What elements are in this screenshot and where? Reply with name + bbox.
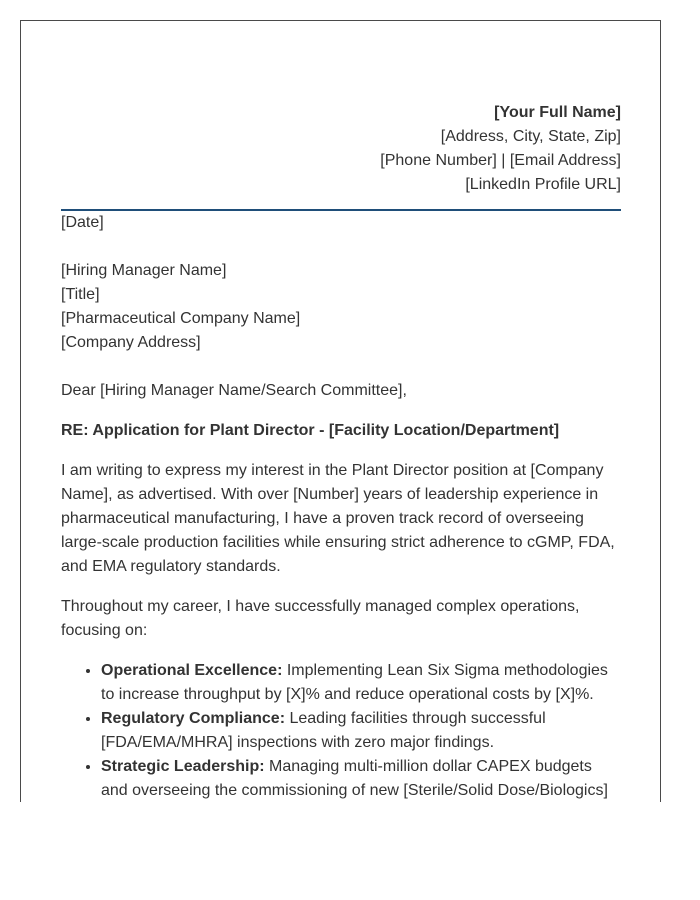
list-item <box>101 755 621 802</box>
recipient-address: [Company Address] <box>61 334 201 351</box>
recipient-title: [Title] <box>61 286 100 303</box>
subject-line: RE: Application for Plant Director - [Facility Location/Department] <box>61 422 560 439</box>
recipient-company: [Pharmaceutical Company Name] <box>61 310 301 327</box>
salutation: Dear [Hiring Manager Name/Search Committee], <box>61 382 407 399</box>
recipient-name: [Hiring Manager Name] <box>61 262 227 279</box>
career-paragraph: Throughout my career, I have successfully managed complex operations, focusing on: <box>61 598 580 639</box>
sender-contact: [Phone Number] | [Email Address] <box>380 152 621 169</box>
bullet-text: Managing multi-million dollar CAPEX budgets and overseeing the commissioning of new [Sterile/Solid Dose/Biologics] <box>101 758 608 799</box>
list-item <box>101 659 621 707</box>
letter-date: [Date] <box>61 214 104 231</box>
bullet-heading: Operational Excellence: <box>101 662 283 679</box>
achievements-list <box>61 659 621 802</box>
letter-content <box>61 101 621 802</box>
sender-header <box>61 101 621 211</box>
list-item <box>101 707 621 755</box>
sender-address: [Address, City, State, Zip] <box>440 128 621 145</box>
sender-name: [Your Full Name] <box>494 104 621 121</box>
recipient-block <box>61 259 621 355</box>
letter-page <box>20 20 661 802</box>
bullet-text: Leading facilities through successful [FDA/EMA/MHRA] inspections with zero major findings. <box>101 710 546 751</box>
sender-linkedin: [LinkedIn Profile URL] <box>465 176 621 193</box>
bullet-heading: Strategic Leadership: <box>101 758 265 775</box>
bullet-heading: Regulatory Compliance: <box>101 710 286 727</box>
bullet-text: Implementing Lean Six Sigma methodologies to increase throughput by [X]% and reduce operational costs by [X]%. <box>101 662 608 703</box>
intro-paragraph: I am writing to express my interest in the Plant Director position at [Company Name], as advertised. With over [Number] years of leadership experience in pharmaceutical manufacturing, I have a proven track record of overseeing large-scale production facilities while ensuring strict adherence to cGMP, FDA, and EMA regulatory standards. <box>61 462 615 575</box>
